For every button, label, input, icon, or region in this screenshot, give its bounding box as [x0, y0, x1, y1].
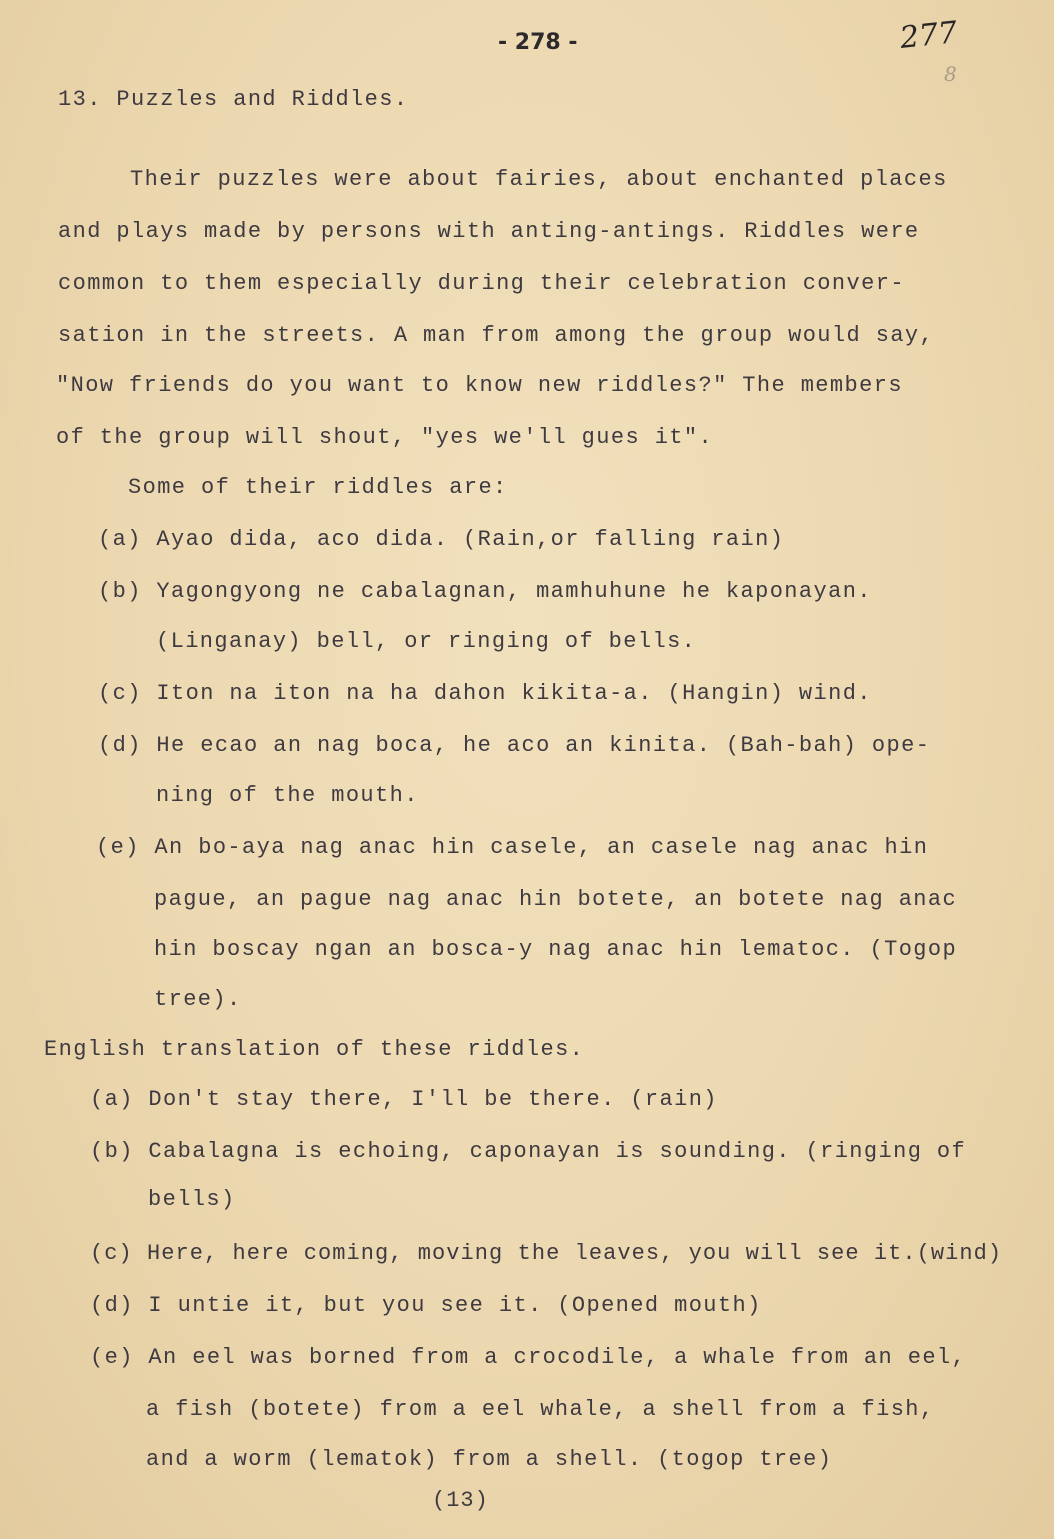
translation-line: (b) Cabalagna is echoing, caponayan is sounding. (ringing of — [90, 1139, 967, 1164]
riddle-line: (a) Ayao dida, aco dida. (Rain,or falling rain) — [98, 527, 785, 552]
riddle-line: hin boscay ngan an bosca-y nag anac hin lematoc. (Togop — [154, 937, 958, 962]
paragraph-line: "Now friends do you want to know new riddles?" The members — [56, 373, 903, 398]
riddle-line: (d) He ecao an nag boca, he aco an kinita. (Bah-bah) ope- — [98, 733, 931, 758]
translation-heading: English translation of these riddles. — [44, 1037, 585, 1062]
riddle-line: (b) Yagongyong ne cabalagnan, mamhuhune he kaponayan. — [98, 579, 872, 604]
footer-page-label: (13) — [432, 1488, 489, 1513]
translation-line: (c) Here, here coming, moving the leaves, you will see it.(wind) — [90, 1241, 1003, 1266]
riddle-line: (e) An bo-aya nag anac hin casele, an casele nag anac hin — [96, 835, 929, 860]
translation-line: (e) An eel was borned from a crocodile, a whale from an eel, — [90, 1345, 967, 1370]
translation-line: (d) I untie it, but you see it. (Opened mouth) — [90, 1293, 762, 1318]
riddle-line: (Linganay) bell, or ringing of bells. — [156, 629, 697, 654]
riddle-line: tree). — [154, 987, 242, 1012]
handwritten-page-number: 277 — [898, 15, 959, 56]
translation-line: a fish (botete) from a eel whale, a shell from a fish, — [146, 1397, 935, 1422]
paragraph-line: of the group will shout, "yes we'll gues it". — [56, 425, 714, 450]
riddle-line: ning of the mouth. — [156, 783, 419, 808]
section-title: 13. Puzzles and Riddles. — [58, 87, 409, 112]
riddles-intro: Some of their riddles are: — [128, 475, 508, 500]
paragraph-line: and plays made by persons with anting-antings. Riddles were — [58, 219, 920, 244]
paragraph-line: common to them especially during their celebration conver- — [58, 271, 905, 296]
translation-line: bells) — [148, 1187, 236, 1212]
pencil-mark: 8 — [944, 62, 957, 86]
page-number: - 278 - — [498, 30, 578, 55]
translation-line: (a) Don't stay there, I'll be there. (rain) — [90, 1087, 718, 1112]
translation-line: and a worm (lematok) from a shell. (togop tree) — [146, 1447, 833, 1472]
riddle-line: pague, an pague nag anac hin botete, an botete nag anac — [154, 887, 958, 912]
paragraph-line: Their puzzles were about fairies, about enchanted places — [130, 167, 948, 192]
riddle-line: (c) Iton na iton na ha dahon kikita-a. (Hangin) wind. — [98, 681, 872, 706]
paragraph-line: sation in the streets. A man from among the group would say, — [58, 323, 935, 348]
